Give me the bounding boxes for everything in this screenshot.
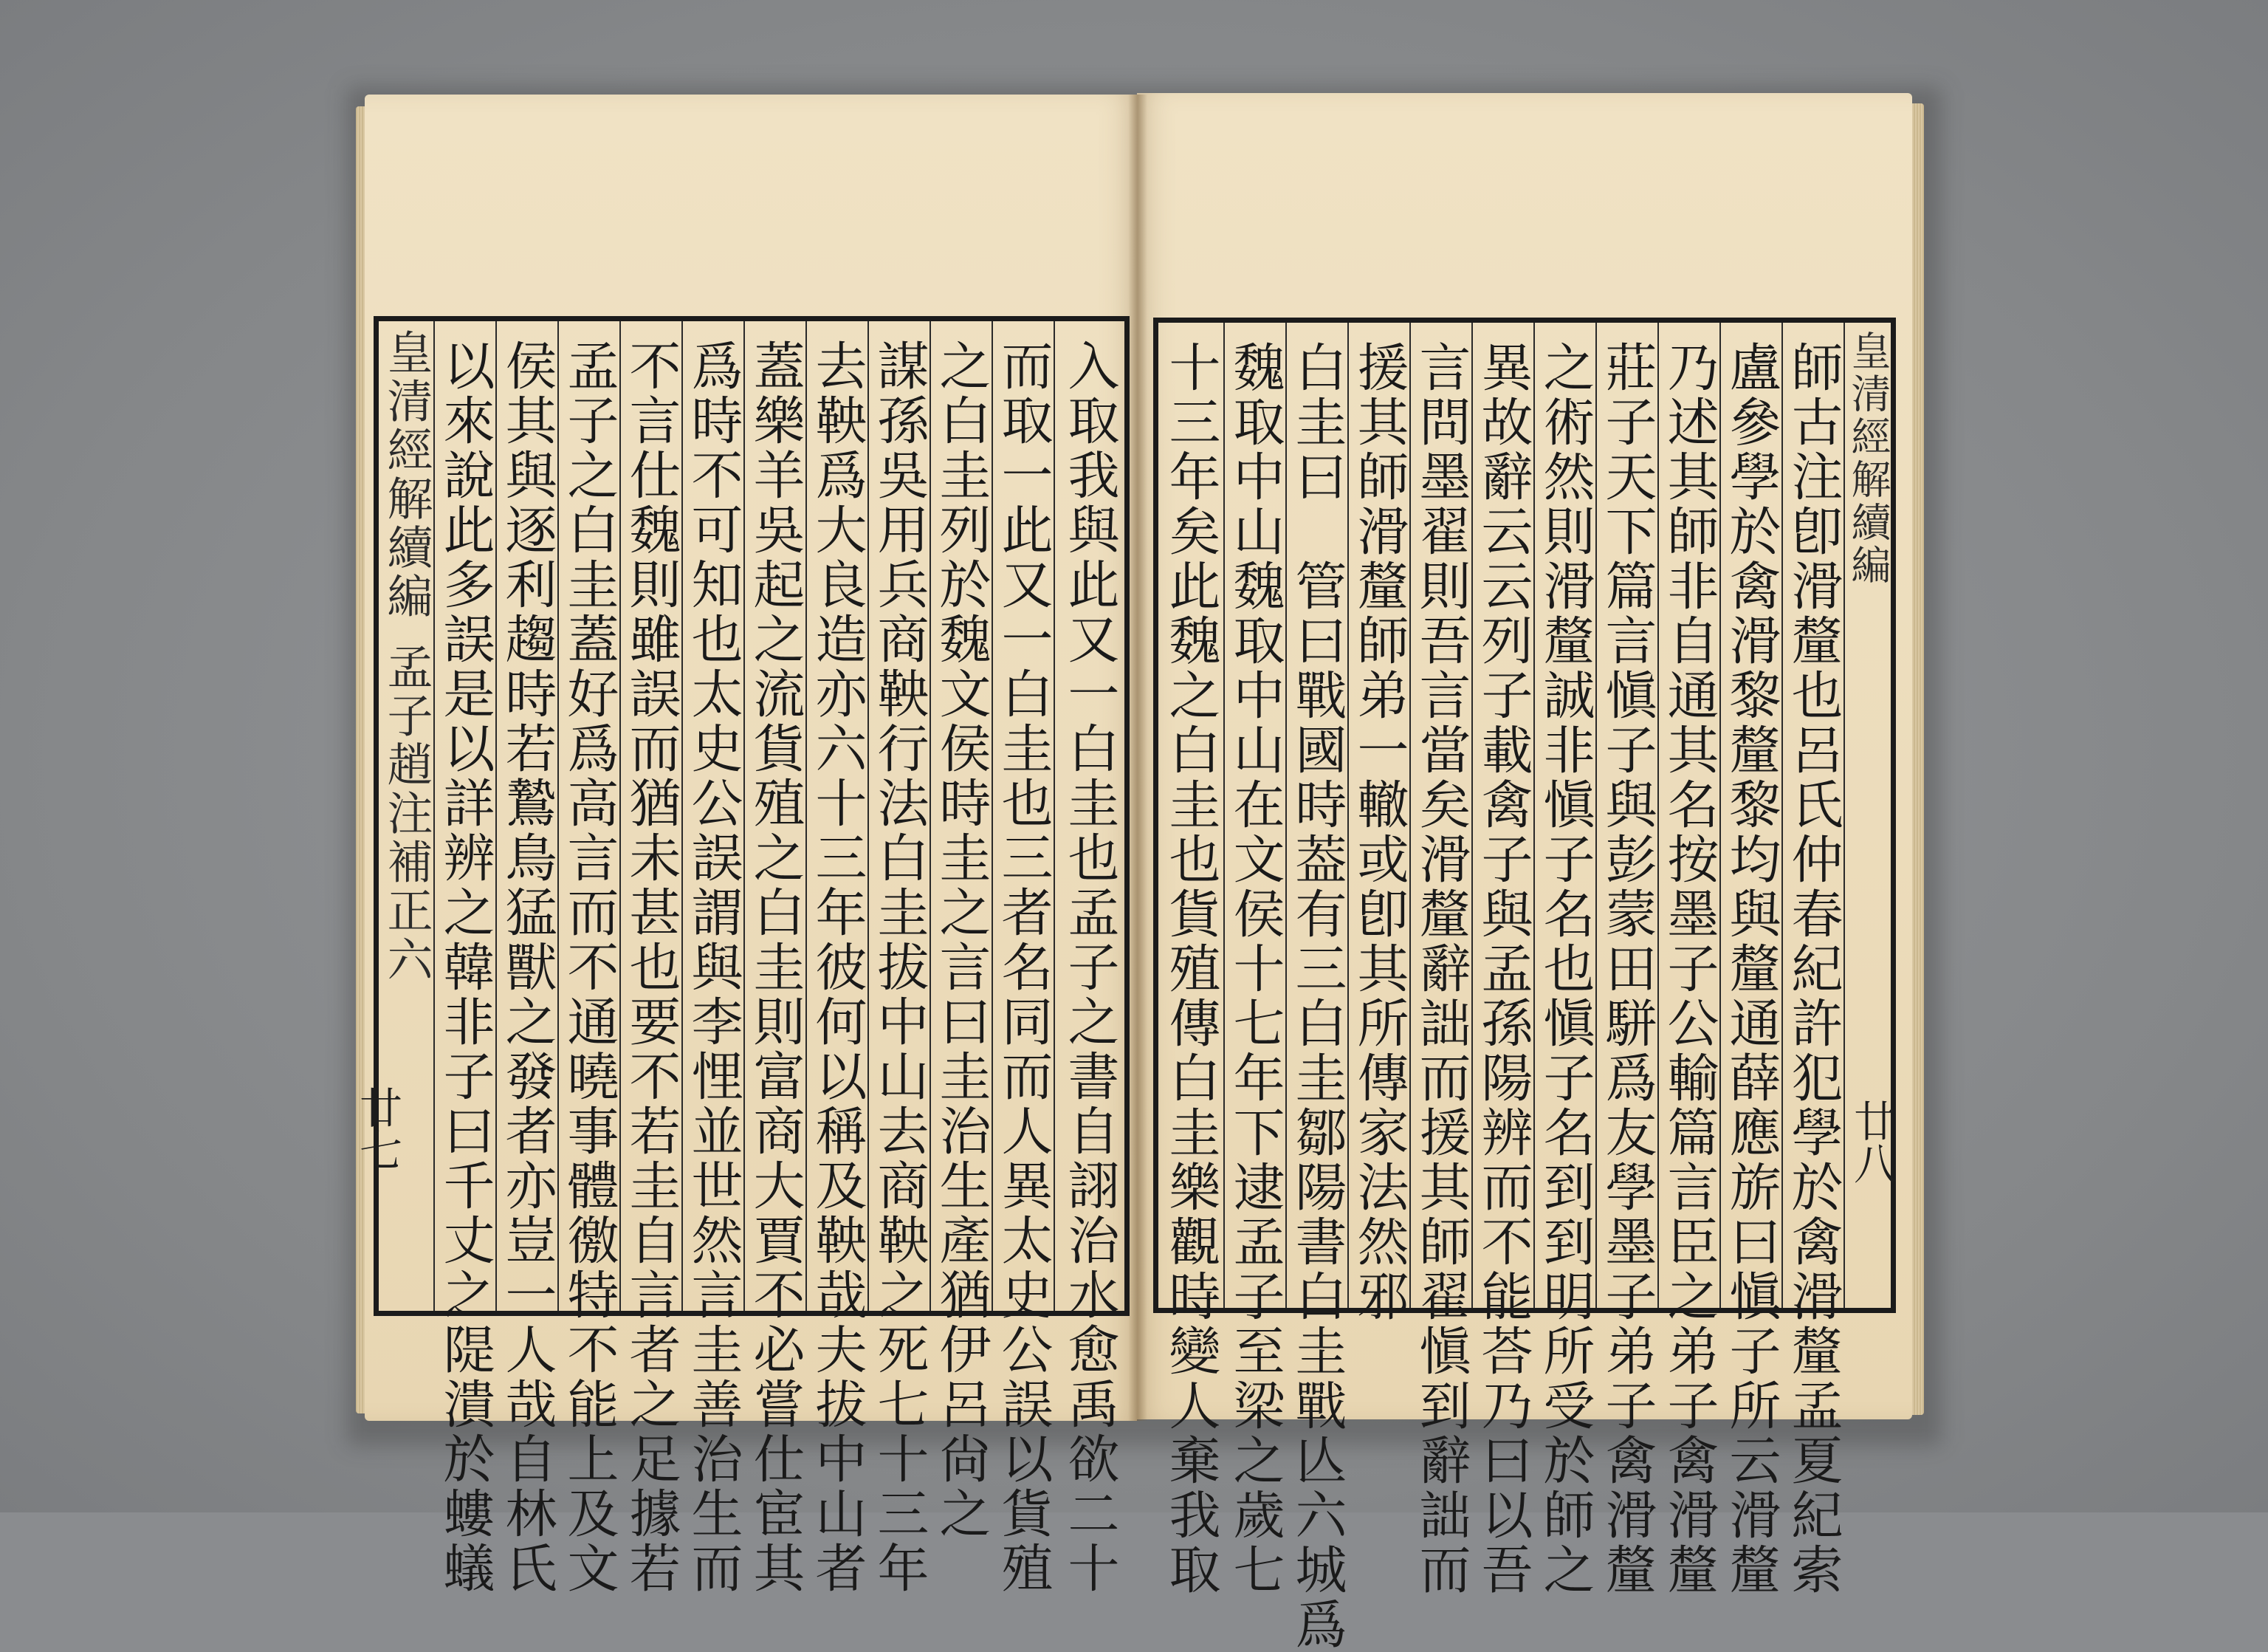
right-page-edge <box>1912 103 1924 1415</box>
text-column: 師古注卽滑釐也呂氏仲春紀許犯學於禽滑釐孟夏紀索 <box>1781 323 1843 1308</box>
text-column: 以來說此多誤是以詳辨之韓非子曰千丈之隄潰於螻蟻 <box>433 321 495 1311</box>
right-folio: 廿八 <box>1846 1099 1897 1185</box>
text-column: 白圭曰 管曰戰國時葢有三白圭鄒陽書白圭戰亾六城爲 <box>1285 323 1347 1308</box>
right-page-frame <box>1153 318 1896 1652</box>
text-column: 盧參學於禽滑黎釐黎均與釐通薛應旂曰愼子所云滑釐 <box>1719 323 1781 1308</box>
text-column: 十三年矣此魏之白圭也貨殖傳白圭樂觀時變人棄我取 <box>1161 340 1221 1597</box>
right-margin-title: 皇清經解續編 <box>1845 330 1891 587</box>
book-gutter <box>1128 95 1147 1421</box>
text-column: 魏取中山魏取中山在文侯十七年下逮孟子至梁之歲七 <box>1223 323 1285 1308</box>
text-column: 而取一此又一白圭也三者名同而人異太史公誤以貨殖 <box>992 321 1054 1311</box>
text-column: 不言仕魏則雖誤而猶未甚也要不若圭自言者之足據若 <box>619 321 681 1311</box>
text-column: 謀孫吳用兵商鞅行法白圭拔中山去商鞅之死七十三年 <box>867 321 929 1311</box>
text-column: 援其師滑釐師弟一轍或卽其所傳家法然邪 <box>1347 323 1409 1308</box>
left-margin-title: 皇清經解續編 <box>379 329 433 621</box>
text-column: 孟子之白圭蓋好爲高言而不通曉事體徼特不能上及文 <box>557 321 619 1311</box>
left-folio: 廿七 <box>352 1086 402 1171</box>
text-column: 爲時不可知也太史公誤謂與李悝並世然言圭善治生而 <box>681 321 743 1311</box>
left-page-frame <box>374 316 1130 1596</box>
text-column: 蓋樂羊吳起之流貨殖之白圭則富商大賈不必嘗仕宦其 <box>743 321 805 1311</box>
text-column: 侯其與逐利趨時若鷙鳥猛獸之發者亦豈一人哉自林氏 <box>495 321 557 1311</box>
left-margin-chapter: 孟子趙注補正六 <box>379 643 433 984</box>
text-column: 言問墨翟則吾言當矣滑釐辭詘而援其師翟愼到辭詘而 <box>1409 323 1471 1308</box>
text-column: 入取我與此又一白圭也孟子之書自詡治水愈禹欲二十 <box>1054 321 1124 1311</box>
text-column: 莊子天下篇言愼子與彭蒙田駢爲友學墨子弟子禽滑釐 <box>1595 323 1657 1308</box>
text-column: 去鞅爲大良造亦六十三年彼何以稱及鞅哉夫拔中山者 <box>805 321 867 1311</box>
text-column: 之術然則滑釐誠非愼子名也愼子名到到明所受於師之 <box>1533 323 1595 1308</box>
text-column: 之白圭列於魏文侯時圭之言曰圭治生產猶伊呂尙之 <box>929 321 992 1311</box>
text-column: 異故辭云云列子載禽子與孟孫陽辨而不能荅乃曰以吾 <box>1471 323 1533 1308</box>
text-column: 乃述其師非自通其名按墨子公輸篇言臣之弟子禽滑釐 <box>1657 323 1719 1308</box>
